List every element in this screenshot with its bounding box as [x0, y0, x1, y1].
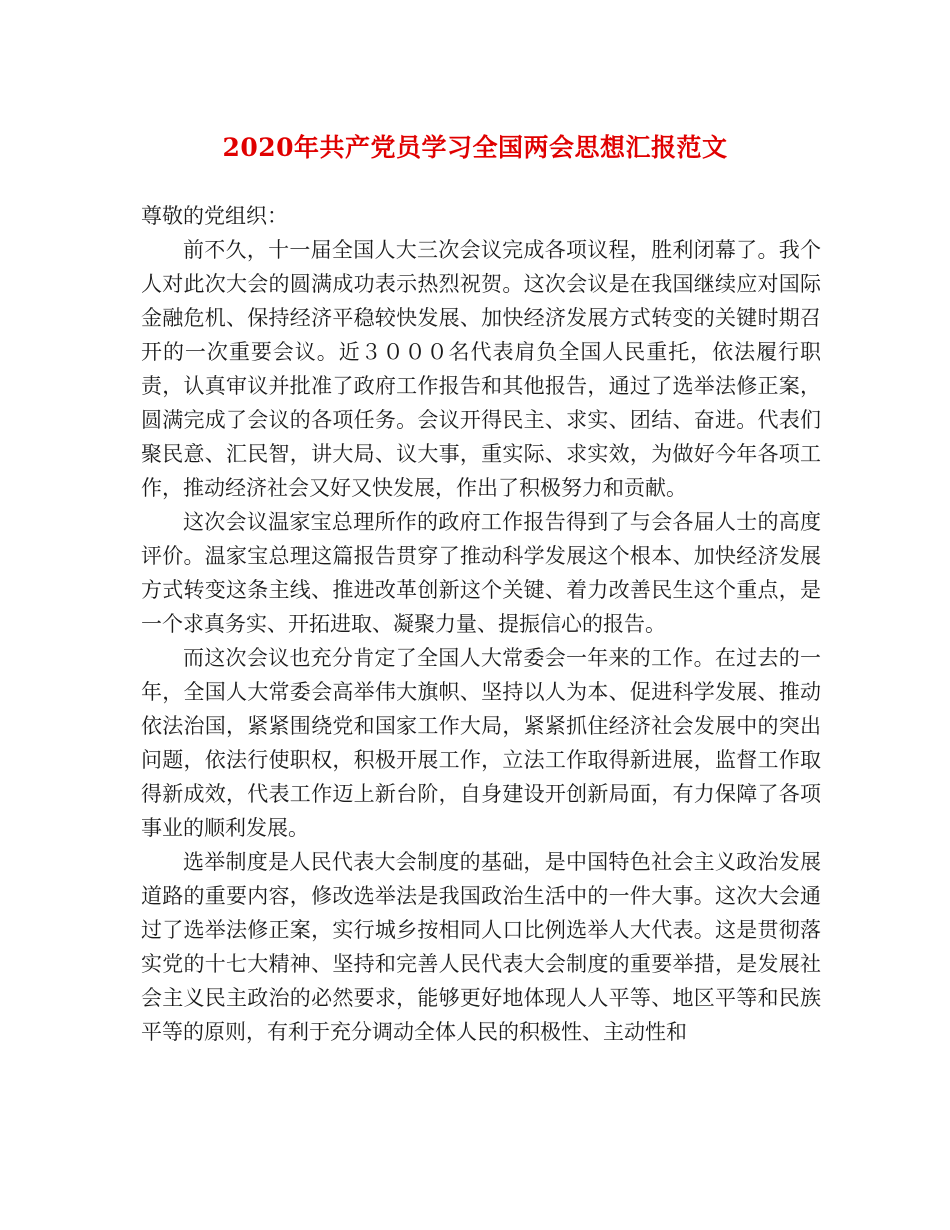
- salutation: 尊敬的党组织：: [141, 204, 288, 228]
- document-body: [141, 199, 821, 1049]
- paragraph: 这次会议温家宝总理所作的政府工作报告得到了与会各届人士的高度评价。温家宝总理这篇报告贯穿了推动科学发展这个根本、加快经济发展方式转变这条主线、推进改革创新这个关键、着力改善民生这个重点，是一个求真务实、开拓进取、凝聚力量、提振信心的报告。: [141, 510, 821, 636]
- paragraph: 选举制度是人民代表大会制度的基础，是中国特色社会主义政治发展道路的重要内容，修改选举法是我国政治生活中的一件大事。这次大会通过了选举法修正案，实行城乡按相同人口比例选举人大代表。这是贯彻落实党的十七大精神、坚持和完善人民代表大会制度的重要举措，是发展社会主义民主政治的必然要求，能够更好地体现人人平等、地区平等和民族平等的原则，有利于充分调动全体人民的积极性、主动性和: [141, 850, 821, 1044]
- paragraph: 前不久，十一届全国人大三次会议完成各项议程，胜利闭幕了。我个人对此次大会的圆满成功表示热烈祝贺。这次会议是在我国继续应对国际金融危机、保持经济平稳较快发展、加快经济发展方式转变的关键时期召开的一次重要会议。近３０００名代表肩负全国人民重托，依法履行职责，认真审议并批准了政府工作报告和其他报告，通过了选举法修正案，圆满完成了会议的各项任务。会议开得民主、求实、团结、奋进。代表们聚民意、汇民智，讲大局、议大事，重实际、求实效，为做好今年各项工作，推动经济社会又好又快发展，作出了积极努力和贡献。: [141, 238, 821, 500]
- document-title: 2020年共产党员学习全国两会思想汇报范文: [222, 133, 728, 162]
- paragraph: 而这次会议也充分肯定了全国人大常委会一年来的工作。在过去的一年，全国人大常委会高举伟大旗帜、坚持以人为本、促进科学发展、推动依法治国，紧紧围绕党和国家工作大局，紧紧抓住经济社会发展中的突出问题，依法行使职权，积极开展工作，立法工作取得新进展，监督工作取得新成效，代表工作迈上新台阶，自身建设开创新局面，有力保障了各项事业的顺利发展。: [141, 646, 821, 840]
